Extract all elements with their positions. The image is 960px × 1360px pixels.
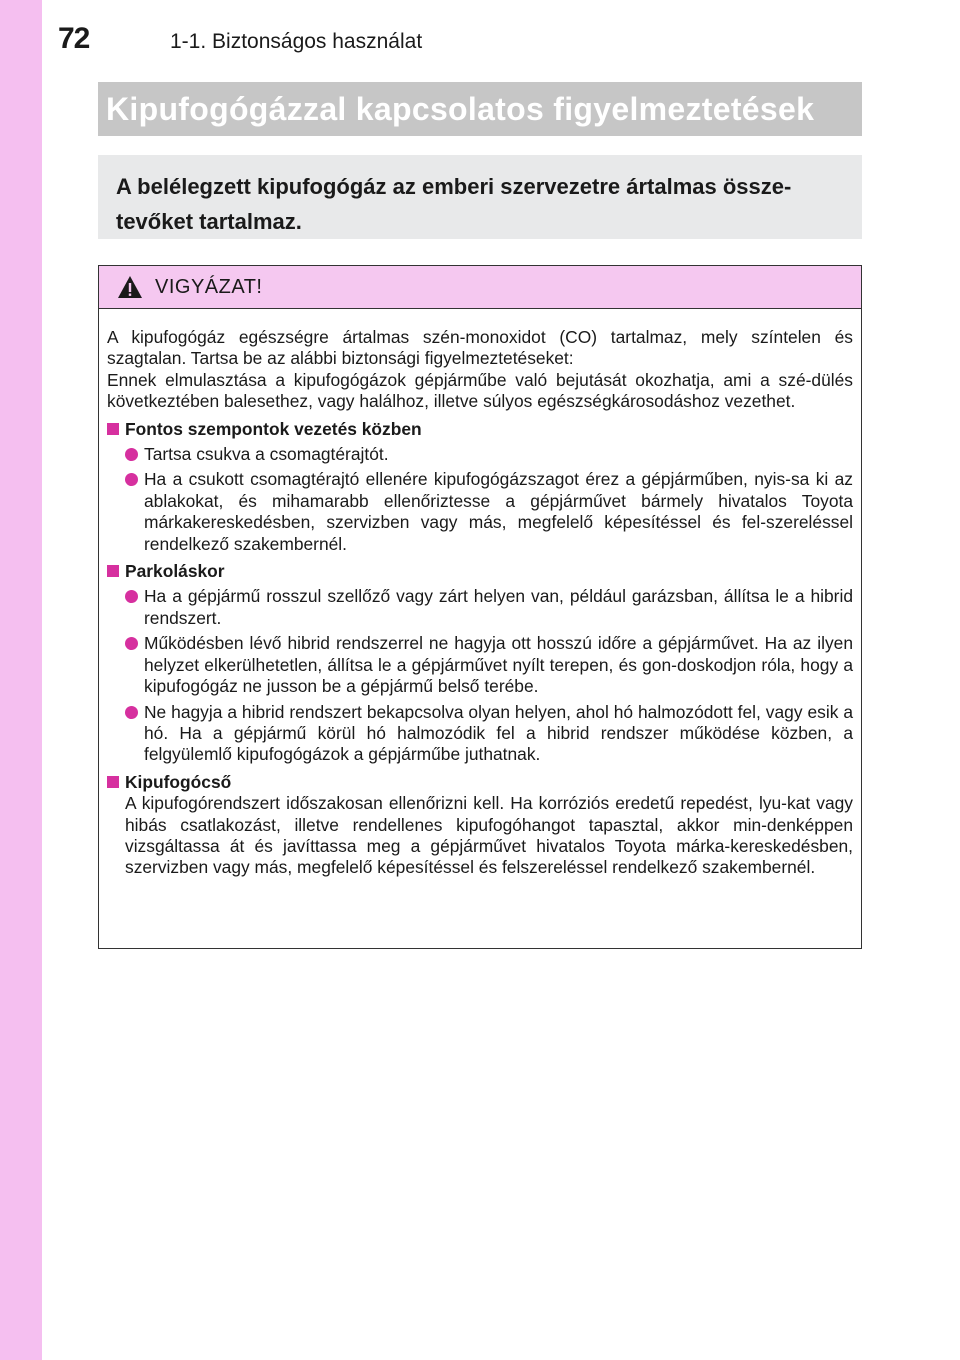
section-exhaust-pipe xyxy=(107,772,853,879)
intro-text: A belélegzett kipufogógáz az emberi szervezetre ártalmas össze-tevőket tartalmaz. xyxy=(116,174,792,234)
round-bullet-icon xyxy=(125,590,138,603)
list-item xyxy=(107,469,853,555)
section-heading xyxy=(107,561,853,582)
list-item xyxy=(107,633,853,697)
section-heading-text: Kipufogócső xyxy=(125,771,232,792)
section-heading-text: Parkoláskor xyxy=(125,561,225,582)
round-bullet-icon xyxy=(125,706,138,719)
warning-intro: A kipufogógáz egészségre ártalmas szén-monoxidot (CO) tartalmaz, mely színtelen és szagtalan. Tartsa be az alábbi biztonsági figyelmeztetéseket: xyxy=(107,327,853,369)
page-title-bar xyxy=(98,82,862,136)
section-reference: 1-1. Biztonságos használat xyxy=(170,30,423,53)
list-item-text: Ha a csukott csomagtérajtó ellenére kipufogógázszagot érez a gépjárműben, nyis-sa ki az ablakokat, és mihamarabb ellenőriztesse a gépjárművet bármely hivatalos Toyota márkakereskedésben, szervizben vagy más, megfelelő képesítéssel és fel-szereléssel rendelkező szakembernél. xyxy=(144,469,853,554)
list-item-text: Ne hagyja a hibrid rendszert bekapcsolva olyan helyen, ahol hó halmozódott fel, vagy esik a hó. Ha a gépjármű körül hó halmozódik fel a hibrid rendszer működése közben, a felgyülemlő kipufogógázok a gépjárműbe juthatnak. xyxy=(144,701,853,765)
warning-intro-2: Ennek elmulasztása a kipufogógázok gépjárműbe való bejutását okozhatja, ami a szé-dülés következtében balesethez, vagy halálhoz, illetve súlyos egészségkárosodáshoz vezethet. xyxy=(107,369,853,412)
warning-triangle-icon xyxy=(117,275,143,299)
warning-box xyxy=(98,265,862,949)
warning-title: VIGYÁZAT! xyxy=(155,275,263,298)
square-bullet-icon xyxy=(107,565,119,577)
section-heading-text: Fontos szempontok vezetés közben xyxy=(125,418,422,439)
section-paragraph: A kipufogórendszert időszakosan ellenőrizni kell. Ha korróziós eredetű repedést, lyu-kat vagy hibás csatlakozást, illetve rendellenes kipufogóhangot tapasztal, akkor min-denképpen vizsgáltassa át és javíttassa meg a gépjárművet hivatalos Toyota márka-kereskedésben, szervizben vagy más, megfelelő képesítéssel és felszereléssel rendelkező szakembernél. xyxy=(125,793,853,878)
round-bullet-icon xyxy=(125,473,138,486)
list-item xyxy=(107,586,853,629)
warning-body xyxy=(99,309,861,879)
warning-header xyxy=(99,266,861,309)
section-heading xyxy=(107,419,853,440)
round-bullet-icon xyxy=(125,637,138,650)
page-title: Kipufogógázzal kapcsolatos figyelmeztetések xyxy=(106,91,815,127)
section-driving xyxy=(107,419,853,555)
section-heading xyxy=(107,772,853,793)
section-parking xyxy=(107,561,853,766)
list-item-text: Működésben lévő hibrid rendszerrel ne hagyja ott hosszú időre a gépjárművet. Ha az ilyen helyzet elkerülhetetlen, állítsa le a gépjárművet nyílt terepen, és gon-doskodjon róla, hogy a kipufogógáz ne jusson be a gépjármű belső terébe. xyxy=(144,633,853,697)
side-color-strip xyxy=(0,0,42,1360)
list-item-text: Ha a gépjármű rosszul szellőző vagy zárt helyen van, például garázsban, állítsa le a hibrid rendszert. xyxy=(144,586,853,628)
page-number: 72 xyxy=(58,22,90,55)
list-item-text: Tartsa csukva a csomagtérajtót. xyxy=(144,444,389,465)
square-bullet-icon xyxy=(107,423,119,435)
round-bullet-icon xyxy=(125,448,138,461)
list-item xyxy=(107,702,853,766)
square-bullet-icon xyxy=(107,776,119,788)
intro-box xyxy=(98,155,862,239)
list-item xyxy=(107,444,853,465)
